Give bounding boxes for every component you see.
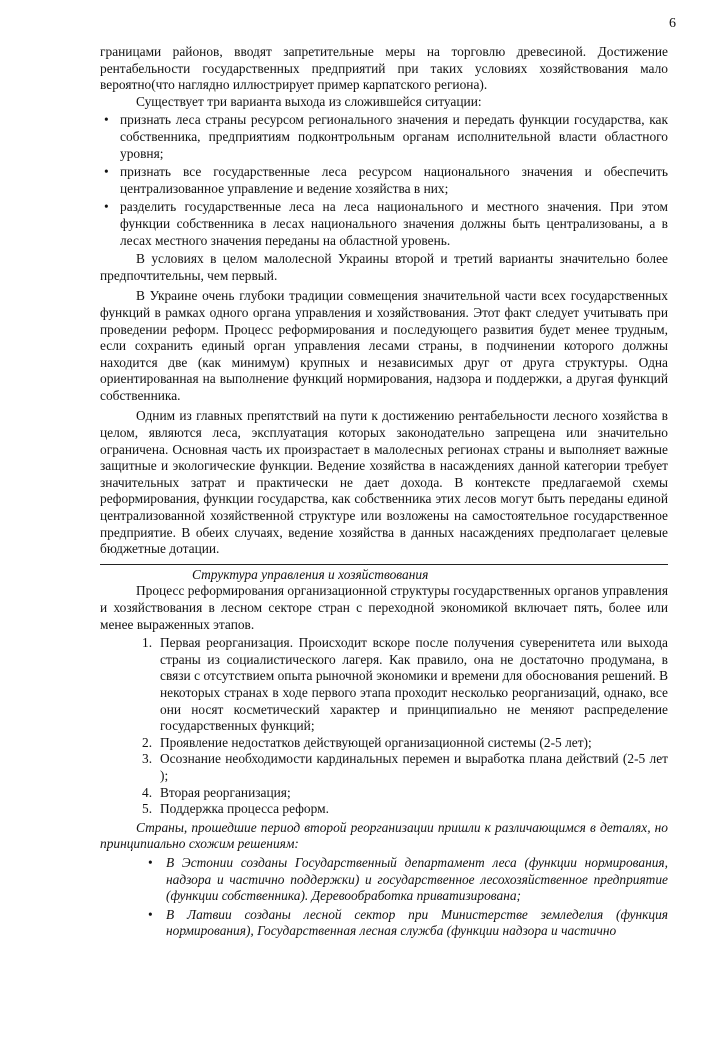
list-item xyxy=(100,164,668,197)
section-title: Структура управления и хозяйствования xyxy=(192,566,429,582)
list-number: 5. xyxy=(142,801,153,817)
list-item-text: разделить государственные леса на леса национального и местного значения. При этом функции собственника в лесах национального значения должны быть централизованы, а в лесах местного значения переданы на областной уровень. xyxy=(120,199,668,248)
list-item xyxy=(100,112,668,162)
list-item-text: признать все государственные леса ресурсом национального значения и обеспечить централизованное управление и ведение хозяйства в них; xyxy=(120,164,668,196)
bullet-icon: • xyxy=(148,854,153,870)
list-item-text: Вторая реорганизация; xyxy=(160,784,291,800)
paragraph: В условиях в целом малолесной Украины второй и третий варианты значительно более предпочтительны, чем первый. xyxy=(100,251,668,283)
stages-list xyxy=(142,635,668,818)
list-item-text: Поддержка процесса реформ. xyxy=(160,801,329,817)
countries-list xyxy=(144,855,668,940)
list-item-text: Первая реорганизация. Происходит вскоре после получения суверенитета или выхода страны из социалистического лагеря. Как правило, она не достаточно продумана, в связи с отсутствием опыта рыночной экономики и времени для обоснования решений. В некоторых странах в ходе первого этапа проходит несколько реорганизаций, однако, все они носят косметический характер и принципиально не меняют распределение государственных функций; xyxy=(160,635,668,734)
options-list xyxy=(100,112,668,249)
page-number: 6 xyxy=(669,16,676,31)
list-item-text: В Латвии созданы лесной сектор при Министерстве земледелия (функция нормирования), Государственная лесная служба (функции надзора и частично xyxy=(166,906,668,939)
list-item xyxy=(142,735,668,752)
paragraph: Одним из главных препятствий на пути к достижению рентабельности лесного хозяйства в целом, являются леса, эксплуатация которых законодательно запрещена или значительно ограничена. Основная часть их произрастает в малолесных регионах страны и выполняет важные защитные и экологические функции. Ведение хозяйства в насаждениях данной категории требует значительных затрат и практически не дает дохода. В контексте предлагаемой схемы реформирования, функции государства, как собственника этих лесов могут быть переданы единой централизованной хозяйственной структуре или возложены на самостоятельное государственное предприятие. В обеих случаях, ведение хозяйства в данных насаждениях предполагает целевые бюджетные дотации. xyxy=(100,408,668,557)
paragraph: Страны, прошедшие период второй реорганизации пришли к различающимся в деталях, но принципиально схожим решениям: xyxy=(100,819,668,852)
list-number: 1. xyxy=(142,635,153,651)
list-number: 4. xyxy=(142,784,153,800)
paragraph: В Украине очень глубоки традиции совмещения значительной части всех государственных функций в рамках одного органа управления и хозяйствования. Этот факт следует учитывать при проведении реформ. Процесс реформирования и последующего развития будет менее трудным, если сохранить единый орган управления лесами страны, в подчинении которого должны находится две (как минимум) крупных и независимых друг от друга структуры. Одна ориентированная на выполнение функций нормирования, надзора и поддержки, а другая функций собственника. xyxy=(100,288,668,403)
list-item xyxy=(142,751,668,784)
section-divider xyxy=(100,564,668,565)
list-item-text: признать леса страны ресурсом регионального значения и передать функции государства, как собственника, предприятиям подконтрольным органам исполнительной власти областного уровня; xyxy=(120,112,668,161)
paragraph: Процесс реформирования организационной структуры государственных органов управления и хозяйствования в лесном секторе стран с переходной экономикой включает пять, более или менее выраженных этапов. xyxy=(100,583,668,632)
list-item-text: В Эстонии созданы Государственный департамент леса (функции нормирования, надзора и частично поддержки) и государственное лесохозяйственное предприятие (функции собственника). Деревообработка приватизирована; xyxy=(166,854,668,904)
list-number: 2. xyxy=(142,734,153,750)
bullet-icon: • xyxy=(148,906,153,922)
list-item-text: Проявление недостатков действующей организационной системы (2-5 лет); xyxy=(160,734,592,750)
bullet-icon: • xyxy=(104,112,109,128)
list-item-text: Осознание необходимости кардинальных перемен и выработка плана действий (2-5 лет ); xyxy=(160,751,668,783)
paragraph: Существует три варианта выхода из сложившейся ситуации: xyxy=(136,93,482,109)
list-item xyxy=(100,199,668,249)
paragraph: границами районов, вводят запретительные меры на торговлю древесиной. Достижение рентабельности государственных предприятий при таких условиях хозяйствования мало вероятно(что наглядно иллюстрирует пример карпатского региона). xyxy=(100,44,668,93)
bullet-icon: • xyxy=(104,164,109,180)
bullet-icon: • xyxy=(104,199,109,215)
list-item xyxy=(144,907,668,940)
list-item xyxy=(142,635,668,735)
list-item xyxy=(142,785,668,802)
list-item xyxy=(144,855,668,905)
list-item xyxy=(142,801,668,818)
list-number: 3. xyxy=(142,751,153,767)
